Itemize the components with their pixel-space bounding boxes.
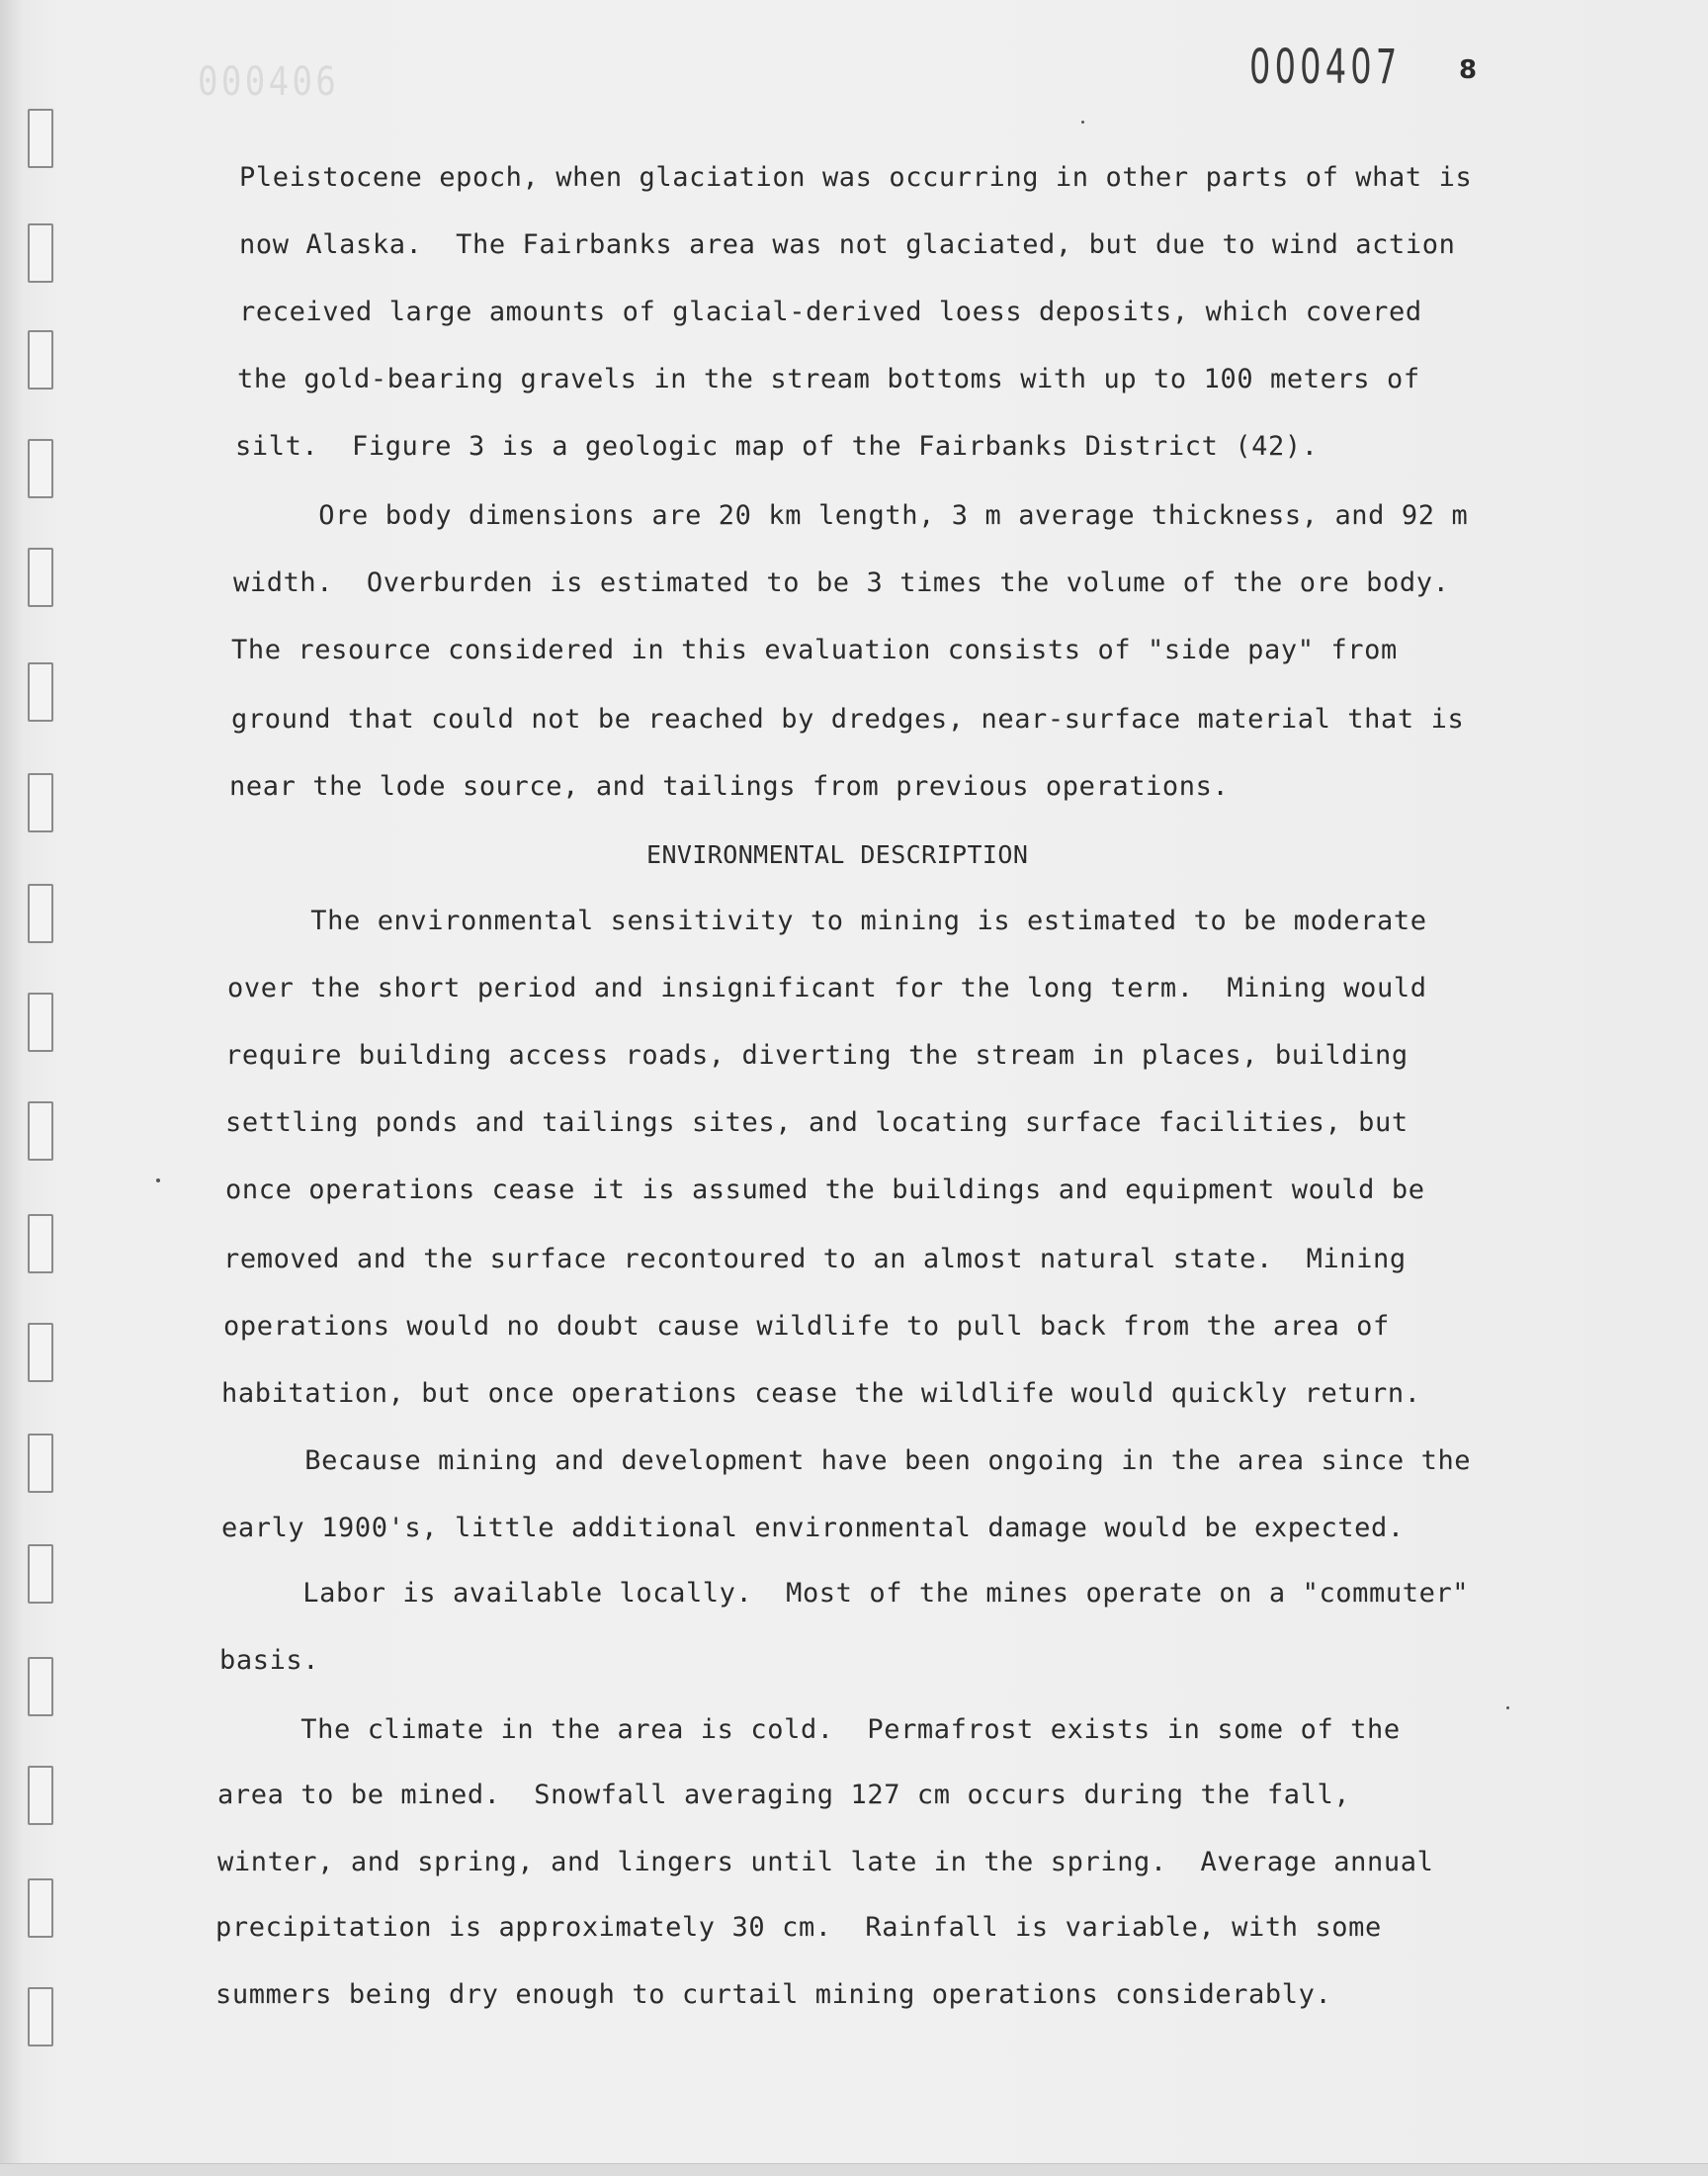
text-line: early 1900's, little additional environmental damage would be expected.	[221, 1513, 1405, 1543]
page-number: 8	[1459, 55, 1478, 85]
text-line: require building access roads, diverting the stream in places, building	[225, 1040, 1409, 1071]
text-line: winter, and spring, and lingers until late in the spring. Average annual	[217, 1847, 1434, 1877]
binder-hole	[28, 548, 53, 607]
text-line: once operations cease it is assumed the buildings and equipment would be	[225, 1175, 1425, 1205]
text-line: Ore body dimensions are 20 km length, 3 m average thickness, and 92 m	[235, 500, 1469, 531]
text-line: The climate in the area is cold. Permafrost exists in some of the	[217, 1714, 1401, 1745]
binder-hole	[28, 439, 53, 498]
binder-holes	[28, 109, 57, 2046]
section-heading: ENVIRONMENTAL DESCRIPTION	[646, 840, 1029, 869]
binder-hole	[28, 1323, 53, 1382]
document-stamp-number: 000407	[1249, 40, 1402, 95]
binder-hole	[28, 773, 53, 832]
text-line: The environmental sensitivity to mining is estimated to be moderate	[227, 906, 1427, 936]
scan-speck	[1506, 1706, 1509, 1709]
text-line: near the lode source, and tailings from previous operations.	[229, 771, 1230, 802]
binder-hole	[28, 1544, 53, 1604]
binder-hole	[28, 223, 53, 283]
text-line: summers being dry enough to curtail mining operations considerably.	[215, 1979, 1332, 2010]
scan-speck	[156, 1178, 160, 1182]
bleed-through-number: 000406	[198, 59, 340, 105]
binder-hole	[28, 993, 53, 1052]
text-line: the gold-bearing gravels in the stream bottoms with up to 100 meters of	[237, 364, 1420, 394]
text-line: removed and the surface recontoured to an almost natural state. Mining	[223, 1244, 1407, 1274]
text-line: precipitation is approximately 30 cm. Rainfall is variable, with some	[215, 1912, 1382, 1943]
text-line: Because mining and development have been ongoing in the area since the	[221, 1445, 1472, 1476]
binder-hole	[28, 884, 53, 943]
binder-hole	[28, 1766, 53, 1825]
binder-hole	[28, 330, 53, 390]
binder-hole	[28, 662, 53, 722]
text-line: received large amounts of glacial-derived loess deposits, which covered	[239, 297, 1422, 327]
text-line: Pleistocene epoch, when glaciation was occurring in other parts of what is	[239, 162, 1473, 193]
text-line: now Alaska. The Fairbanks area was not glaciated, but due to wind action	[239, 229, 1456, 260]
binder-hole	[28, 1987, 53, 2046]
text-line: silt. Figure 3 is a geologic map of the Fairbanks District (42).	[235, 431, 1319, 462]
binder-hole	[28, 1434, 53, 1493]
text-line: The resource considered in this evaluation consists of "side pay" from	[231, 635, 1398, 665]
binder-hole	[28, 1657, 53, 1716]
binder-hole	[28, 1214, 53, 1273]
binder-hole	[28, 1878, 53, 1938]
scan-speck	[1081, 121, 1084, 124]
text-line: basis.	[219, 1645, 320, 1676]
text-line: width. Overburden is estimated to be 3 times the volume of the ore body.	[233, 567, 1450, 598]
page-left-edge	[0, 0, 22, 2175]
text-line: Labor is available locally. Most of the mines operate on a "commuter"	[219, 1578, 1470, 1609]
text-line: habitation, but once operations cease the wildlife would quickly return.	[221, 1378, 1421, 1409]
text-line: over the short period and insignificant for the long term. Mining would	[227, 973, 1427, 1003]
text-line: operations would no doubt cause wildlife to pull back from the area of	[223, 1311, 1390, 1342]
text-line: area to be mined. Snowfall averaging 127 cm occurs during the fall,	[217, 1780, 1351, 1810]
binder-hole	[28, 109, 53, 168]
text-line: settling ponds and tailings sites, and locating surface facilities, but	[225, 1107, 1409, 1138]
page-bottom-edge	[0, 2163, 1708, 2176]
binder-hole	[28, 1101, 53, 1161]
text-line: ground that could not be reached by dredges, near-surface material that is	[231, 704, 1465, 735]
